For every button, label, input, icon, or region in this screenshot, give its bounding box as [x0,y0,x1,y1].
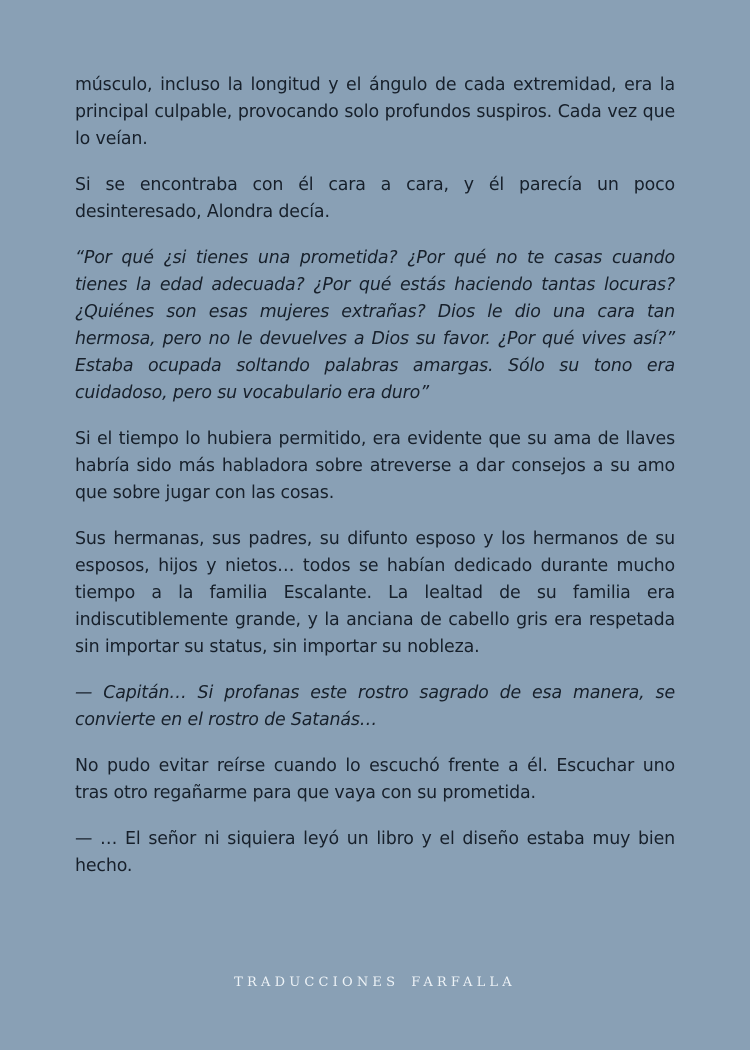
footer-credit [0,975,750,990]
footer-word-1: TRADUCCIONES [234,975,400,990]
paragraph-7: No pudo evitar reírse cuando lo escuchó frente a él. Escuchar uno tras otro regañarme para que vaya con su prometida. [75,756,675,803]
document-page [75,72,675,899]
paragraph-4: Si el tiempo lo hubiera permitido, era evidente que su ama de llaves habría sido más habladora sobre atreverse a dar consejos a su amo que sobre jugar con las cosas. [75,429,675,503]
paragraph-3-quote: “Por qué ¿si tienes una prometida? ¿Por qué no te casas cuando tienes la edad adecuada? ¿Por qué estás haciendo tantas locuras? ¿Quiénes son esas mujeres extrañas? Dios le dio una cara tan hermosa, pero no le devuelves a Dios su favor. ¿Por qué vives así?” Estaba ocupada soltando palabras amargas. Sólo su tono era cuidadoso, pero su vocabulario era duro” [75,248,675,403]
paragraph-2: Si se encontraba con él cara a cara, y él parecía un poco desinteresado, Alondra decía. [75,175,675,222]
paragraph-8-dialogue: — … El señor ni siquiera leyó un libro y el diseño estaba muy bien hecho. [75,829,675,876]
paragraph-6-dialogue: — Capitán… Si profanas este rostro sagrado de esa manera, se convierte en el rostro de Satanás… [75,683,675,730]
footer-word-2: FARFALLA [411,975,516,990]
paragraph-5: Sus hermanas, sus padres, su difunto esposo y los hermanos de su esposos, hijos y nietos… todos se habían dedicado durante mucho tiempo a la familia Escalante. La lealtad de su familia era indiscutiblemente grande, y la anciana de cabello gris era respetada sin importar su status, sin importar su nobleza. [75,529,675,657]
paragraph-1: músculo, incluso la longitud y el ángulo de cada extremidad, era la principal culpable, provocando solo profundos suspiros. Cada vez que lo veían. [75,75,675,149]
